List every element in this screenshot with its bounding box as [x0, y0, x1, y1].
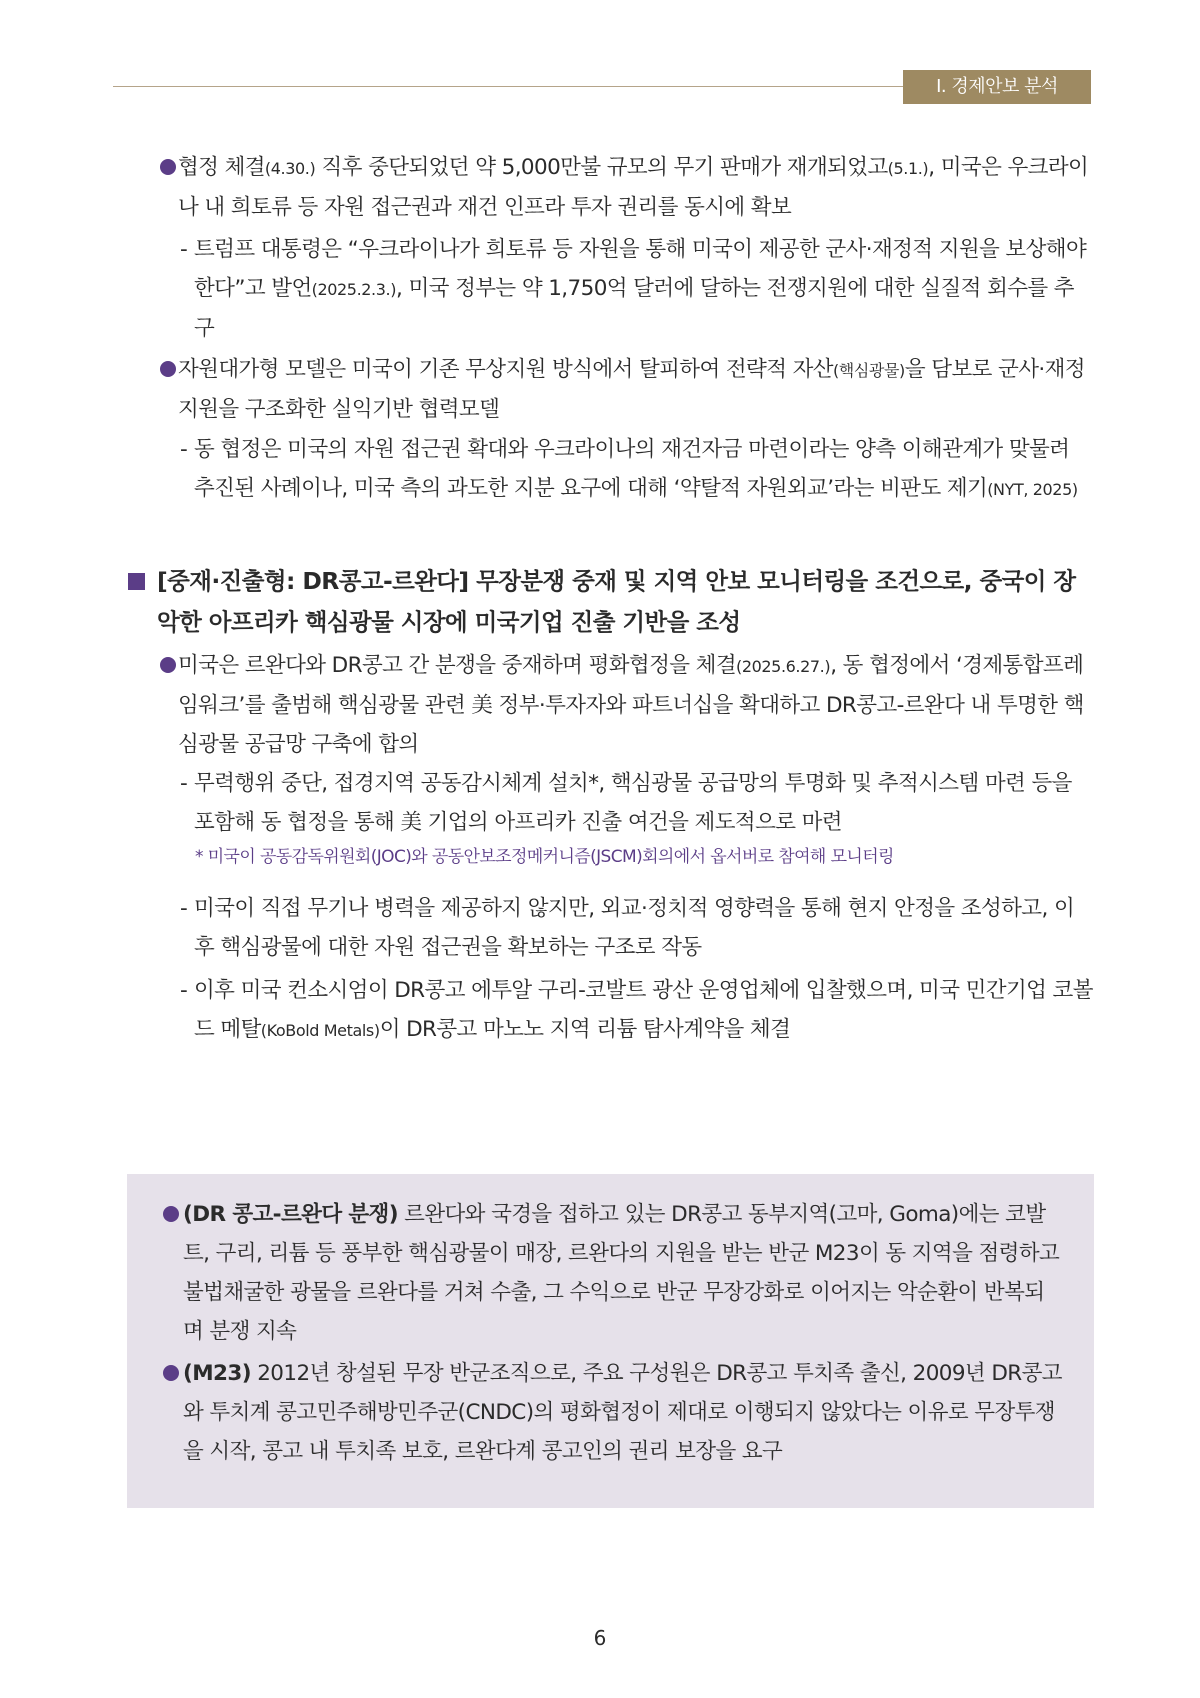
bullet-dot-icon [163, 1365, 179, 1381]
dash-marker: - [180, 978, 188, 1003]
square-bullet-icon [128, 573, 145, 590]
header-rule [113, 86, 903, 87]
dash-marker: - [180, 437, 188, 462]
dash-text: 미국이 직접 무기나 병력을 제공하지 않지만, 외교·정치적 영향력을 통해 현지 안정을 조성하고, 이후 핵심광물에 대한 자원 접근권을 확보하는 구조로 작동 [194, 896, 1075, 960]
dash-text: 무력행위 중단, 접경지역 공동감시체계 설치*, 핵심광물 공급망의 투명화 및 추적시스템 마련 등을 포함해 동 협정을 통해 美 기업의 아프리카 진출 여건을 제도적으로 마련 [194, 771, 1072, 835]
bullet-dot-icon [160, 159, 176, 175]
bullet-text: 자원대가형 모델은 미국이 기존 무상지원 방식에서 탈피하여 전략적 자산(핵심광물)을 담보로 군사·재정지원을 구조화한 실익기반 협력모델 [178, 357, 1085, 422]
bullet-text: 협정 체결(4.30.) 직후 중단되었던 약 5,000만불 규모의 무기 판매가 재개되었고(5.1.), 미국은 우크라이나 내 희토류 등 자원 접근권과 재건 인프라 투자 권리를 동시에 확보 [178, 155, 1089, 220]
info-box-item-conflict [163, 1195, 1063, 1351]
dash-criticism [180, 430, 1093, 509]
bullet-dot-icon [163, 1206, 179, 1222]
dash-marker: - [180, 237, 188, 262]
bullet-agreement-arms-sales [160, 148, 1093, 227]
bullet-text: 미국은 르완다와 DR콩고 간 분쟁을 중재하며 평화협정을 체결(2025.6.27.), 동 협정에서 ‘경제통합프레임워크’를 출범해 핵심광물 관련 美 정부·투자자와 파트너십을 확대하고 DR콩고-르완다 내 투명한 핵심광물 공급망 구축에 합의 [178, 653, 1084, 757]
page-number: 6 [593, 1626, 607, 1650]
info-box-text: (M23) 2012년 창설된 무장 반군조직으로, 주요 구성원은 DR콩고 투치족 출신, 2009년 DR콩고와 투치계 콩고민주해방민주군(CNDC)의 평화협정이 제대로 이행되지 않았다는 이유로 무장투쟁을 시작, 콩고 내 투치족 보호, 르완다계 콩고인의 권리 보장을 요구 [183, 1361, 1062, 1464]
bullet-dot-icon [160, 361, 176, 377]
bullet-dot-icon [160, 657, 176, 673]
bullet-resource-model [160, 350, 1093, 429]
dash-ceasefire [180, 764, 1093, 842]
dash-marker: - [180, 771, 188, 796]
bullet-peace-agreement [160, 646, 1093, 764]
section-tag: Ⅰ. 경제안보 분석 [903, 70, 1091, 104]
dash-consortium [180, 971, 1093, 1050]
dash-trump-remark [180, 230, 1093, 348]
info-box-text: (DR 콩고-르완다 분쟁) 르완다와 국경을 접하고 있는 DR콩고 동부지역(고마, Goma)에는 코발트, 구리, 리튬 등 풍부한 핵심광물이 매장, 르완다의 지원을 받는 반군 M23이 동 지역을 점령하고 불법채굴한 광물을 르완다를 거쳐 수출, 그 수익으로 반군 무장강화로 이어지는 악순환이 반복되며 분쟁 지속 [183, 1202, 1060, 1344]
dash-text: 이후 미국 컨소시엄이 DR콩고 에투알 구리-코발트 광산 운영업체에 입찰했으며, 미국 민간기업 코볼드 메탈(KoBold Metals)이 DR콩고 마노노 지역 리튬 탐사계약을 체결 [194, 978, 1093, 1042]
section-heading-text: [중재·진출형: DR콩고-르완다] 무장분쟁 중재 및 지역 안보 모니터링을 조건으로, 중국이 장악한 아프리카 핵심광물 시장에 미국기업 진출 기반을 조성 [157, 567, 1076, 636]
dash-marker: - [180, 896, 188, 921]
dash-diplomatic-influence [180, 889, 1093, 967]
section-heading [128, 561, 1093, 643]
footnote: * 미국이 공동감독위원회(JOC)와 공동안보조정메커니즘(JSCM)회의에서 옵서버로 참여해 모니터링 [195, 847, 894, 867]
dash-text: 동 협정은 미국의 자원 접근권 확대와 우크라이나의 재건자금 마련이라는 양측 이해관계가 맞물려 추진된 사례이나, 미국 측의 과도한 지분 요구에 대해 ‘약탈적 자원외교’라는 비판도 제기(NYT, 2025) [194, 437, 1078, 501]
dash-text: 트럼프 대통령은 “우크라이나가 희토류 등 자원을 통해 미국이 제공한 군사·재정적 지원을 보상해야 한다”고 발언(2025.2.3.), 미국 정부는 약 1,750억 달러에 달하는 전쟁지원에 대한 실질적 회수를 추구 [194, 237, 1087, 341]
info-box-item-m23 [163, 1354, 1063, 1471]
